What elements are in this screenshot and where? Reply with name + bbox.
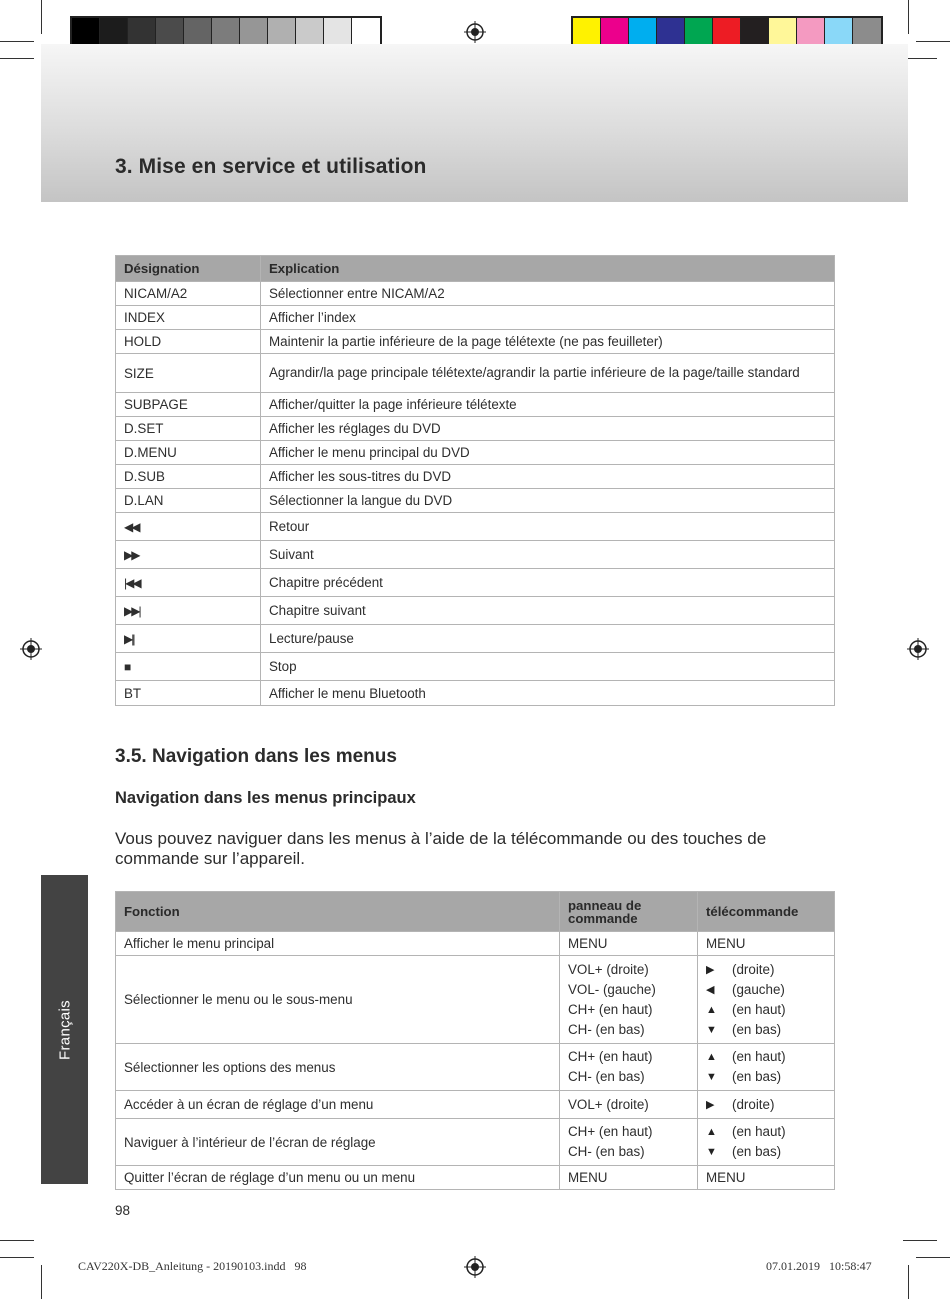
table-row xyxy=(116,354,835,393)
crop-mark xyxy=(41,0,42,34)
color-swatch xyxy=(352,18,380,44)
crop-mark xyxy=(903,58,937,59)
page-title: 3. Mise en service et utilisation xyxy=(115,155,427,178)
crop-mark xyxy=(908,0,909,34)
remote-buttons-table xyxy=(115,255,835,706)
explication-cell: Chapitre précédent xyxy=(261,569,835,597)
telecommande-value xyxy=(706,1122,826,1142)
table-row xyxy=(116,1091,835,1119)
panneau-value: MENU xyxy=(568,935,608,951)
table-row xyxy=(116,653,835,681)
color-swatch xyxy=(296,18,324,44)
table-row xyxy=(116,330,835,354)
direction-label: (en haut) xyxy=(732,1049,786,1064)
table-row xyxy=(116,569,835,597)
crop-mark xyxy=(908,1265,909,1299)
intro-paragraph: Vous pouvez naviguer dans les menus à l’aide de la télécommande ou des touches de commande sur l’appareil. xyxy=(115,829,767,868)
color-swatch xyxy=(713,18,741,44)
designation-cell: SIZE xyxy=(116,354,261,393)
table-row xyxy=(116,1044,835,1091)
color-swatch xyxy=(769,18,797,44)
forward-symbol-cell: ▶▶ xyxy=(116,541,261,569)
panneau-value: VOL+ (droite) xyxy=(568,961,649,977)
color-swatch xyxy=(797,18,825,44)
direction-label: (en bas) xyxy=(732,1069,782,1084)
telecommande-value: MENU xyxy=(706,1169,746,1185)
section-title: 3.5. Navigation dans les menus xyxy=(115,746,397,767)
panneau-value: CH- (en bas) xyxy=(568,1069,645,1084)
fonction-cell: Accéder à un écran de réglage d’un menu xyxy=(116,1091,560,1119)
table-row xyxy=(116,1166,835,1190)
color-swatch xyxy=(72,18,100,44)
telecommande-cell xyxy=(698,1166,835,1190)
explication-cell: Afficher le menu principal du DVD xyxy=(261,441,835,465)
color-swatch xyxy=(853,18,881,44)
column-header-designation: Désignation xyxy=(116,256,261,282)
play-pause-symbol-cell: ▶|| xyxy=(116,625,261,653)
telecommande-value xyxy=(706,1047,826,1067)
telecommande-value xyxy=(706,1000,826,1020)
direction-label: (en haut) xyxy=(732,1001,786,1017)
panneau-cell xyxy=(560,1119,698,1166)
telecommande-value xyxy=(706,1142,826,1162)
explication-cell: Stop xyxy=(261,653,835,681)
panneau-cell xyxy=(560,1091,698,1119)
designation-cell: INDEX xyxy=(116,306,261,330)
direction-arrow-icon: ▼ xyxy=(706,1071,717,1083)
direction-label: (droite) xyxy=(732,1096,775,1112)
direction-arrow-icon: ▲ xyxy=(706,1126,717,1138)
table-row xyxy=(116,625,835,653)
table-row xyxy=(116,393,835,417)
color-swatch xyxy=(156,18,184,44)
table-row xyxy=(116,417,835,441)
color-swatch xyxy=(601,18,629,44)
explication-cell: Afficher les réglages du DVD xyxy=(261,417,835,441)
print-slug-timestamp: 07.01.2019 10:58:47 xyxy=(766,1259,872,1273)
table-row xyxy=(116,306,835,330)
designation-cell: D.SUB xyxy=(116,465,261,489)
color-swatch xyxy=(100,18,128,44)
panneau-cell xyxy=(560,1044,698,1091)
side-tab-label: Français xyxy=(56,999,73,1060)
explication-cell: Afficher/quitter la page inférieure télétexte xyxy=(261,393,835,417)
panneau-cell xyxy=(560,1166,698,1190)
telecommande-value: MENU xyxy=(706,935,746,951)
color-swatch xyxy=(212,18,240,44)
telecommande-cell xyxy=(698,956,835,1044)
menu-navigation-table xyxy=(115,891,835,1190)
explication-cell: Agrandir/la page principale télétexte/agrandir la partie inférieure de la page/taille standard xyxy=(261,354,835,393)
table-row xyxy=(116,956,835,1044)
color-swatch xyxy=(128,18,156,44)
crop-mark xyxy=(903,1240,937,1241)
table-row xyxy=(116,513,835,541)
designation-cell: D.SET xyxy=(116,417,261,441)
panneau-value: CH- (en bas) xyxy=(568,1021,645,1037)
panneau-value: VOL- (gauche) xyxy=(568,981,656,997)
fonction-cell: Quitter l’écran de réglage d’un menu ou un menu xyxy=(116,1166,560,1190)
crop-mark xyxy=(0,1257,34,1258)
table-row xyxy=(116,681,835,706)
designation-cell: D.MENU xyxy=(116,441,261,465)
telecommande-cell xyxy=(698,932,835,956)
explication-cell: Afficher les sous-titres du DVD xyxy=(261,465,835,489)
panneau-value: CH- (en bas) xyxy=(568,1144,645,1159)
panneau-value: MENU xyxy=(568,1169,608,1185)
direction-arrow-icon: ▲ xyxy=(706,1003,717,1016)
panneau-value: CH+ (en haut) xyxy=(568,1124,653,1139)
column-header-explication: Explication xyxy=(261,256,835,282)
table-header-row xyxy=(116,892,835,932)
table-row xyxy=(116,932,835,956)
telecommande-value xyxy=(706,980,826,1000)
telecommande-value xyxy=(706,1095,826,1115)
color-swatch xyxy=(629,18,657,44)
explication-cell: Lecture/pause xyxy=(261,625,835,653)
crop-mark xyxy=(916,41,950,42)
designation-cell: BT xyxy=(116,681,261,706)
registration-mark-icon xyxy=(907,638,929,660)
fonction-cell: Afficher le menu principal xyxy=(116,932,560,956)
explication-cell: Sélectionner la langue du DVD xyxy=(261,489,835,513)
column-header-telecommande: télécommande xyxy=(698,892,835,932)
table-row xyxy=(116,465,835,489)
direction-arrow-icon: ◀ xyxy=(706,983,715,996)
rewind-symbol-cell: ◀◀ xyxy=(116,513,261,541)
color-swatch xyxy=(184,18,212,44)
telecommande-cell xyxy=(698,1044,835,1091)
crop-mark xyxy=(41,1265,42,1299)
explication-cell: Sélectionner entre NICAM/A2 xyxy=(261,282,835,306)
color-swatch xyxy=(268,18,296,44)
explication-cell: Afficher le menu Bluetooth xyxy=(261,681,835,706)
page-number: 98 xyxy=(115,1203,131,1218)
fonction-cell: Sélectionner les options des menus xyxy=(116,1044,560,1091)
language-side-tab xyxy=(41,875,88,1184)
section-subtitle: Navigation dans les menus principaux xyxy=(115,789,416,807)
previous-chapter-symbol-cell: |◀◀ xyxy=(116,569,261,597)
crop-mark xyxy=(916,1257,950,1258)
color-swatch xyxy=(573,18,601,44)
print-slug-filename: CAV220X-DB_Anleitung - 20190103.indd 98 xyxy=(78,1259,307,1273)
color-calibration-bar xyxy=(571,16,883,46)
telecommande-cell xyxy=(698,1119,835,1166)
panneau-value: VOL+ (droite) xyxy=(568,1096,649,1112)
explication-cell: Afficher l’index xyxy=(261,306,835,330)
stop-symbol-cell: ■ xyxy=(116,653,261,681)
designation-cell: SUBPAGE xyxy=(116,393,261,417)
panneau-cell xyxy=(560,956,698,1044)
panneau-value: CH+ (en haut) xyxy=(568,1049,653,1064)
telecommande-value xyxy=(706,960,826,980)
registration-mark-icon xyxy=(20,638,42,660)
direction-label: (en bas) xyxy=(732,1144,782,1159)
color-swatch xyxy=(240,18,268,44)
explication-cell: Retour xyxy=(261,513,835,541)
registration-mark-icon xyxy=(464,21,486,43)
table-row xyxy=(116,489,835,513)
crop-mark xyxy=(0,58,34,59)
color-swatch xyxy=(741,18,769,44)
direction-label: (en bas) xyxy=(732,1021,782,1037)
table-row xyxy=(116,282,835,306)
color-swatch xyxy=(657,18,685,44)
direction-arrow-icon: ▼ xyxy=(706,1023,717,1036)
table-row xyxy=(116,597,835,625)
registration-mark-icon xyxy=(464,1256,486,1278)
direction-label: (droite) xyxy=(732,961,775,977)
next-chapter-symbol-cell: ▶▶| xyxy=(116,597,261,625)
table-header-row xyxy=(116,256,835,282)
explication-cell: Chapitre suivant xyxy=(261,597,835,625)
direction-arrow-icon: ▶ xyxy=(706,1098,715,1111)
table-row xyxy=(116,1119,835,1166)
direction-label: (en haut) xyxy=(732,1124,786,1139)
fonction-cell: Sélectionner le menu ou le sous-menu xyxy=(116,956,560,1044)
grayscale-calibration-bar xyxy=(70,16,382,46)
designation-cell: NICAM/A2 xyxy=(116,282,261,306)
table-row xyxy=(116,441,835,465)
direction-label: (gauche) xyxy=(732,981,785,997)
designation-cell: D.LAN xyxy=(116,489,261,513)
table-row xyxy=(116,541,835,569)
fonction-cell: Naviguer à l’intérieur de l’écran de réglage xyxy=(116,1119,560,1166)
direction-arrow-icon: ▲ xyxy=(706,1051,717,1063)
column-header-panneau: panneau de commande xyxy=(560,892,698,932)
telecommande-value xyxy=(706,1020,826,1040)
color-swatch xyxy=(685,18,713,44)
telecommande-cell xyxy=(698,1091,835,1119)
color-swatch xyxy=(825,18,853,44)
designation-cell: HOLD xyxy=(116,330,261,354)
explication-cell: Maintenir la partie inférieure de la page télétexte (ne pas feuilleter) xyxy=(261,330,835,354)
panneau-value: CH+ (en haut) xyxy=(568,1001,653,1017)
panneau-cell xyxy=(560,932,698,956)
direction-arrow-icon: ▼ xyxy=(706,1146,717,1158)
telecommande-value xyxy=(706,1067,826,1087)
direction-arrow-icon: ▶ xyxy=(706,963,715,976)
crop-mark xyxy=(0,1240,34,1241)
explication-cell: Suivant xyxy=(261,541,835,569)
column-header-fonction: Fonction xyxy=(116,892,560,932)
crop-mark xyxy=(0,41,34,42)
color-swatch xyxy=(324,18,352,44)
